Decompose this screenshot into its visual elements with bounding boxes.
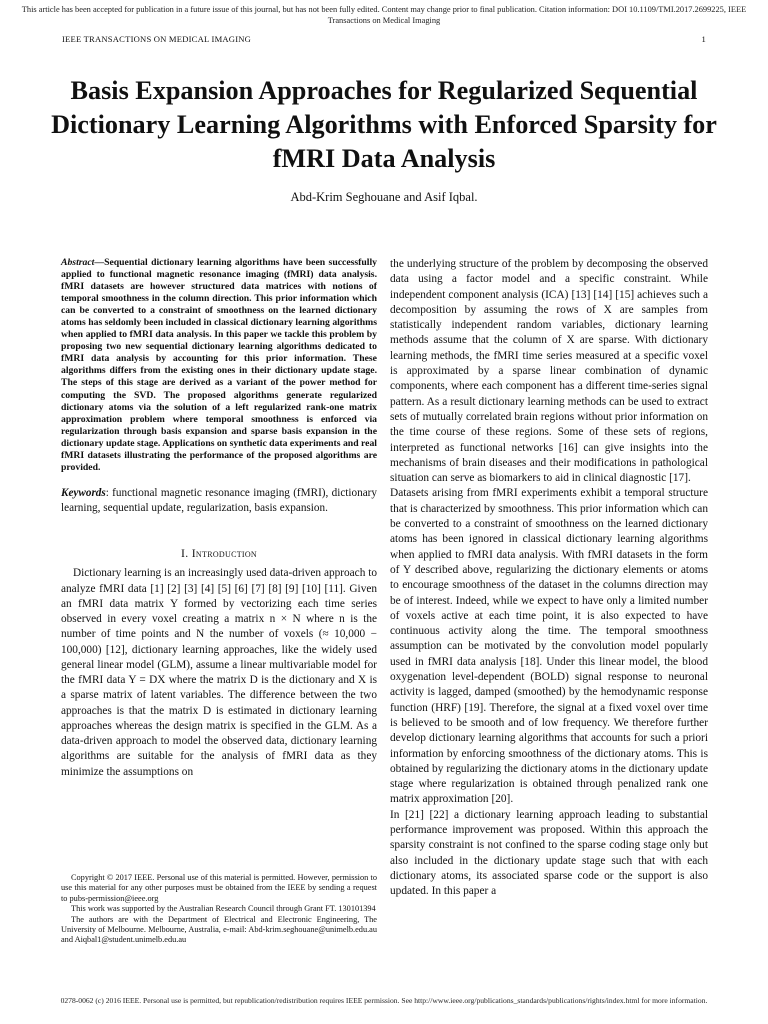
rights-notice: 0278-0062 (c) 2016 IEEE. Personal use is permitted, but republication/redistribution requires IEEE permission. See http://www.ieee.org/publications_standards/publications/rights/index.html for more information. bbox=[60, 996, 708, 1005]
body-paragraph-2: Datasets arising from fMRI experiments exhibit a temporal structure that is characterized by smoothness. This prior information which can be converted to a constraint of smoothness on the learned dictionary atoms has been ignored in classical dictionary learning algorithms when applied to fMRI data analysis. With fMRI datasets in the form of Y described above, regularizing the dictionary elements or atoms to encourage smoothness of the dataset in the columns direction may be of interest. Indeed, while we expect to have only a limited number of voxels active at each time point, it is also expected to have continuous activity along the time. The temporal smoothness assumption can be motivated by the convolution model popularly used in fMRI data analysis [18]. Under this linear model, the blood oxygenation level-dependent (BOLD) signal response to neuronal activity is lagged, damped (smoothed) by the hemodynamic response function (HRF) [19]. Therefore, the signal at a fixed voxel over time is believed to be smooth and of low frequency. We therefore further develop dictionary learning algorithms that accounts for such a priori information by enforcing smoothness of the dictionary atoms. This is obtained by regularizing the dictionary atoms in the dictionary update stage where regularization is obtained through penalized rank one matrix approximation [20]. bbox=[390, 487, 708, 806]
section-number: I. bbox=[180, 546, 189, 561]
affiliation-footnote: The authors are with the Department of Electrical and Electronic Engineering, The University of Melbourne. Melbourne, Australia, e-mail: Abd-krim.seghouane@unimelb.edu.au and Aiqbal1@student.unimelb.edu.au bbox=[61, 914, 377, 945]
journal-name: IEEE TRANSACTIONS ON MEDICAL IMAGING bbox=[62, 34, 252, 44]
abstract-label: Abstract bbox=[61, 257, 95, 268]
keywords-label: Keywords bbox=[61, 486, 106, 499]
body-paragraph-1: the underlying structure of the problem by decomposing the observed data using a factor model and a specific constraint. While independent component analysis (ICA) [13] [14] [15] achieves such a decomposition by assuming the rows of X are samples from statistically independent random variables, dictionary learning methods assume that the column of X are sparse. With dictionary learning methods, the fMRI time series measured at a specific voxel is approximated by a sparse linear combination of dynamic components, where each component has a different time-series signal pattern. As a result dictionary learning methods can be used to extract sets of mutually correlated brain regions without prior information on the time course of these regions. Some of these sets of regions, interpreted as functional networks [16] can give insights into the mechanisms of brain diseases and their modifications in pathological situation can serve as biomarkers to aid in clinical diagnostic [17]. bbox=[390, 258, 708, 485]
copyright-footnote: Copyright © 2017 IEEE. Personal use of this material is permitted. However, permission to use this material for any other purposes must be obtained from the IEEE by sending a request to pubs-permission@ieee.org bbox=[61, 873, 377, 903]
paper-title: Basis Expansion Approaches for Regularized Sequential Dictionary Learning Algorithms with Enforced Sparsity for fMRI Data Analysis bbox=[51, 76, 717, 173]
running-head bbox=[62, 34, 706, 44]
section-title: Introduction bbox=[191, 546, 258, 561]
page-number: 1 bbox=[701, 34, 706, 44]
funding-footnote: This work was supported by the Australian Research Council through Grant FT. 130101394 bbox=[71, 904, 376, 914]
paper-authors: Abd-Krim Seghouane and Asif Iqbal. bbox=[290, 190, 478, 204]
left-column bbox=[61, 257, 377, 780]
body-paragraph-3: In [21] [22] a dictionary learning approach leading to substantial performance improvement was proposed. Within this approach the sparsity constraint is not confined to the sparse coding stage only but also included in the dictionary update stage such that with each dictionary atoms, its associated sparse code or the support is also updated. In this paper a bbox=[390, 808, 708, 898]
abstract bbox=[61, 257, 377, 474]
intro-paragraph: Dictionary learning is an increasingly used data-driven approach to analyze fMRI data [1] [2] [3] [4] [5] [6] [7] [8] [9] [10] [11]. Given an fMRI data matrix Y formed by vectorizing each time series observed in every voxel creating a matrix n × N where n is the number of time points and N the number of voxels (≈ 10,000 − 100,000) [12], dictionary learning approaches, like the widely used general linear model (GLM), assume a linear multivariable model for the fMRI data Y = DX where the matrix D is the dictionary and X is a sparse matrix of latent variables. The difference between the two approaches is that the matrix D is estimated in dictionary learning approaches whereas the design matrix is specified in the GLM. As a data-driven approach to model the observed data, dictionary learning algorithms are suitable for the analysis of fMRI data as they minimize the assumptions on bbox=[61, 567, 377, 778]
publication-notice: This article has been accepted for publication in a future issue of this journal, but has not been fully edited. Content may change prior to final publication. Citation information: DOI 10.1109/TMI.2017.2699225, IEEE Transactions on Medical Imaging bbox=[21, 5, 747, 25]
abstract-text: —Sequential dictionary learning algorithms have been successfully applied to functional magnetic resonance imaging (fMRI) data analysis. fMRI datasets are however structured data matrices with notions of temporal smoothness in the column direction. This prior information which can be converted to a constraint of smoothness on the learned dictionary atoms has seldomly been included in classical dictionary learning algorithms when applied to fMRI data analysis. In this paper we tackle this problem by proposing two new sequential dictionary learning algorithms dedicated to fMRI data analysis by accounting for this prior information. These algorithms differs from the existing ones in their dictionary update stage. The steps of this stage are derived as a variant of the power method for computing the SVD. The proposed algorithms generate regularized dictionary atoms via the solution of a left regularized rank-one matrix approximation problem where temporal smoothness is enforced via regularization through basis expansion and sparse basis expansion in the dictionary update stage. Applications on synthetic data experiments and real fMRI datasets illustrating the performance of the proposed algorithms are provided. bbox=[61, 257, 377, 473]
keywords-text: : functional magnetic resonance imaging (fMRI), dictionary learning, sequential update, regularization, basis expansion. bbox=[61, 486, 377, 515]
section-heading bbox=[61, 546, 377, 561]
right-column bbox=[390, 257, 708, 899]
keywords bbox=[61, 486, 377, 516]
footnotes bbox=[61, 873, 377, 946]
